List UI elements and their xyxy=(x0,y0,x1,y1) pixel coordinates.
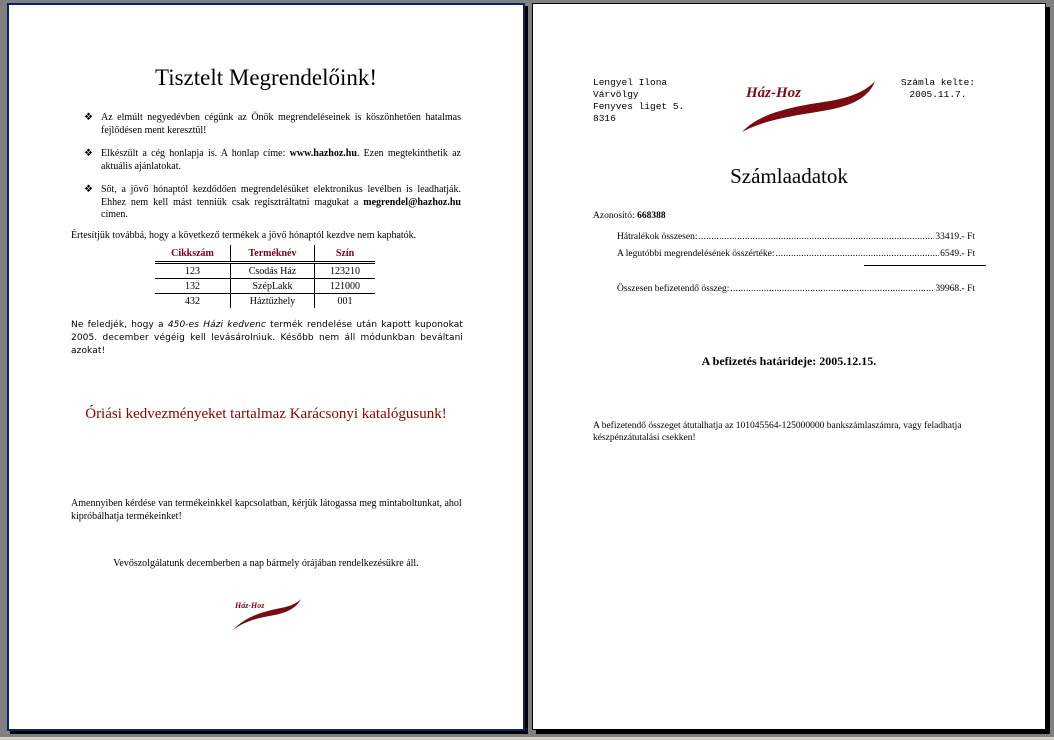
column-header: Terméknév xyxy=(231,245,315,263)
dot-leader xyxy=(776,249,940,259)
customer-service-text: Vevőszolgálatunk decemberben a nap bármely órájában rendelkezésükre áll. xyxy=(113,558,419,569)
line-label: Hátralékok összesen: xyxy=(617,232,698,242)
table-cell: SzépLakk xyxy=(231,279,315,294)
id-label: Azonosító: xyxy=(593,211,638,221)
shop-visit-text: Amennyiben kérdése van termékeinkkel kapcsolatban, kérjük látogassa meg mintaboltunkat, ahol kipróbálhatja termékeinket! xyxy=(71,498,462,522)
last-order-line xyxy=(617,249,975,259)
reminder-text: termék rendelése után kapott kuponokat 2005. december végéig kell levásárolniuk. Később nem áll módunkban beváltani azokat! xyxy=(71,320,463,356)
invoice-title: Számlaadatok xyxy=(730,164,848,188)
line-amount: 39968.- Ft xyxy=(935,284,975,294)
diamond-bullet-icon: ❖ xyxy=(84,148,93,159)
address-line: Várvölgy xyxy=(593,89,639,100)
list-item xyxy=(81,112,461,137)
column-header: Szín xyxy=(315,245,376,263)
table-row xyxy=(155,294,375,309)
bullet-text: . Ezen megtekinthetik az aktuális ajánlatokat. xyxy=(101,148,461,172)
line-amount: 33419.- Ft xyxy=(935,232,975,242)
list-item xyxy=(81,148,461,173)
invoice-date xyxy=(901,77,975,101)
customer-address xyxy=(593,77,684,125)
bullet-text: Az elmúlt negyedévben cégünk az Önök megrendeléseinek is köszönhetően hatalmas fejlődésen ment keresztül! xyxy=(101,112,461,136)
table-cell: 123 xyxy=(155,263,231,279)
email-link[interactable]: megrendel@hazhoz.hu xyxy=(363,196,461,208)
address-line: Fenyves liget 5. xyxy=(593,101,685,112)
dot-leader xyxy=(730,284,934,294)
sum-divider xyxy=(864,265,986,266)
table-cell: Háztűzhely xyxy=(231,294,315,309)
customer-id xyxy=(593,211,666,221)
arrears-line xyxy=(617,232,975,242)
diamond-bullet-icon: ❖ xyxy=(84,184,93,195)
discontinued-products-table xyxy=(155,245,375,308)
bullet-text: Sőt, a jövő hónaptól kezdődően megrendelésüket elektronikus levélben is leadhatják. Ehhez nem kell mást tenniük csak regisztráltatni magukat a xyxy=(101,184,461,208)
total-line xyxy=(617,284,975,294)
company-logo xyxy=(231,597,303,633)
bullet-text: Elkészült a cég honlapja is. A honlap címe: xyxy=(101,148,290,159)
catalog-promo: Óriási kedvezményeket tartalmaz Karácsonyi katalógusunk! xyxy=(85,406,447,422)
website-link[interactable]: www.hazhoz.hu xyxy=(289,148,357,159)
table-header-row xyxy=(155,245,375,263)
transfer-instructions: A befizetendő összeget átutalhatja az 101045564-125000000 bankszámlaszámra, vagy feladhatja készpénzátutalási csekken! xyxy=(593,421,962,443)
dot-leader xyxy=(698,232,934,242)
discontinued-notice: Értesítjük továbbá, hogy a következő termékek a jövő hónaptól kezdve nem kaphatók. xyxy=(71,230,417,241)
logo-text: Ház-Hoz xyxy=(746,85,802,101)
table-cell: 121000 xyxy=(315,279,376,294)
list-item xyxy=(81,184,461,222)
table-cell: 432 xyxy=(185,295,200,307)
table-cell: 123210 xyxy=(315,263,376,279)
address-line: 8316 xyxy=(593,113,616,124)
announcement-list xyxy=(81,112,461,233)
greeting-title: Tisztelt Megrendelőink! xyxy=(154,65,378,90)
address-line: Lengyel Ilona xyxy=(593,77,668,88)
bullet-text: címen. xyxy=(101,209,128,220)
table-row xyxy=(155,263,375,279)
page-1[interactable] xyxy=(7,3,525,731)
product-name: 450-es Házi kedvenc xyxy=(167,320,266,330)
coupon-reminder xyxy=(71,319,463,358)
invoice-date-value: 2005.11.7. xyxy=(909,89,967,100)
invoice-date-label: Számla kelte: xyxy=(900,77,975,88)
payment-deadline: A befizetés határideje: 2005.12.15. xyxy=(701,354,877,368)
id-value: 668388 xyxy=(637,211,666,221)
column-header: Cikkszám xyxy=(155,245,231,263)
reminder-text: Ne feledjék, hogy a xyxy=(71,320,168,330)
line-amount: 6549.- Ft xyxy=(940,249,975,259)
table-cell: 001 xyxy=(315,294,376,309)
line-label: Összesen befizetendő összeg: xyxy=(617,284,730,294)
diamond-bullet-icon: ❖ xyxy=(84,112,93,123)
table-row xyxy=(155,279,375,294)
table-cell: 132 xyxy=(155,279,231,294)
page-2[interactable] xyxy=(532,3,1046,730)
table-cell: Csodás Ház xyxy=(231,263,315,279)
logo-text: Ház-Hoz xyxy=(235,601,265,610)
line-label: A legutóbbi megrendelésének összértéke: xyxy=(617,249,775,259)
company-logo xyxy=(738,79,878,134)
